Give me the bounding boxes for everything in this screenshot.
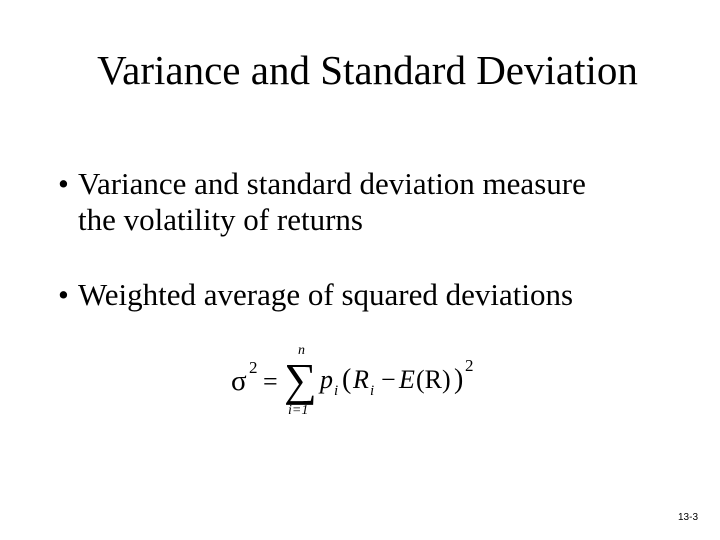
formula-E-argument: (R) [416, 365, 451, 394]
formula-R-subscript: i [370, 383, 375, 399]
formula-open-paren: ( [342, 364, 352, 395]
formula-sigma-exponent: 2 [249, 358, 258, 377]
variance-formula-svg [228, 340, 480, 426]
bullet-line: Weighted average of squared deviations [78, 277, 574, 312]
formula-R: R [353, 365, 369, 394]
slide-title: Variance and Standard Deviation [97, 47, 638, 93]
formula-equals: = [263, 367, 278, 396]
variance-formula [228, 340, 480, 426]
slide-number: 13-3 [678, 512, 699, 523]
bullet-text [78, 277, 573, 313]
formula-sum-lower: i=1 [288, 403, 309, 418]
formula-E: E [399, 365, 415, 394]
formula-final-exponent: 2 [465, 356, 474, 375]
formula-p: p [320, 365, 333, 394]
bullet-dot: • [58, 277, 69, 312]
bullet-text [78, 166, 586, 238]
bullet-weighted-average [58, 277, 573, 313]
bullet-dot: • [58, 166, 69, 201]
formula-minus: − [381, 365, 396, 394]
formula-sum-symbol: ∑ [284, 354, 317, 405]
formula-close-paren: ) [454, 364, 464, 395]
bullet-line: Variance and standard deviation measure [78, 166, 586, 201]
formula-sigma: σ [231, 365, 247, 397]
formula-p-subscript: i [334, 383, 339, 399]
bullet-volatility [58, 166, 586, 238]
bullet-line: the volatility of returns [78, 202, 363, 237]
formula-sum-upper: n [298, 343, 305, 358]
